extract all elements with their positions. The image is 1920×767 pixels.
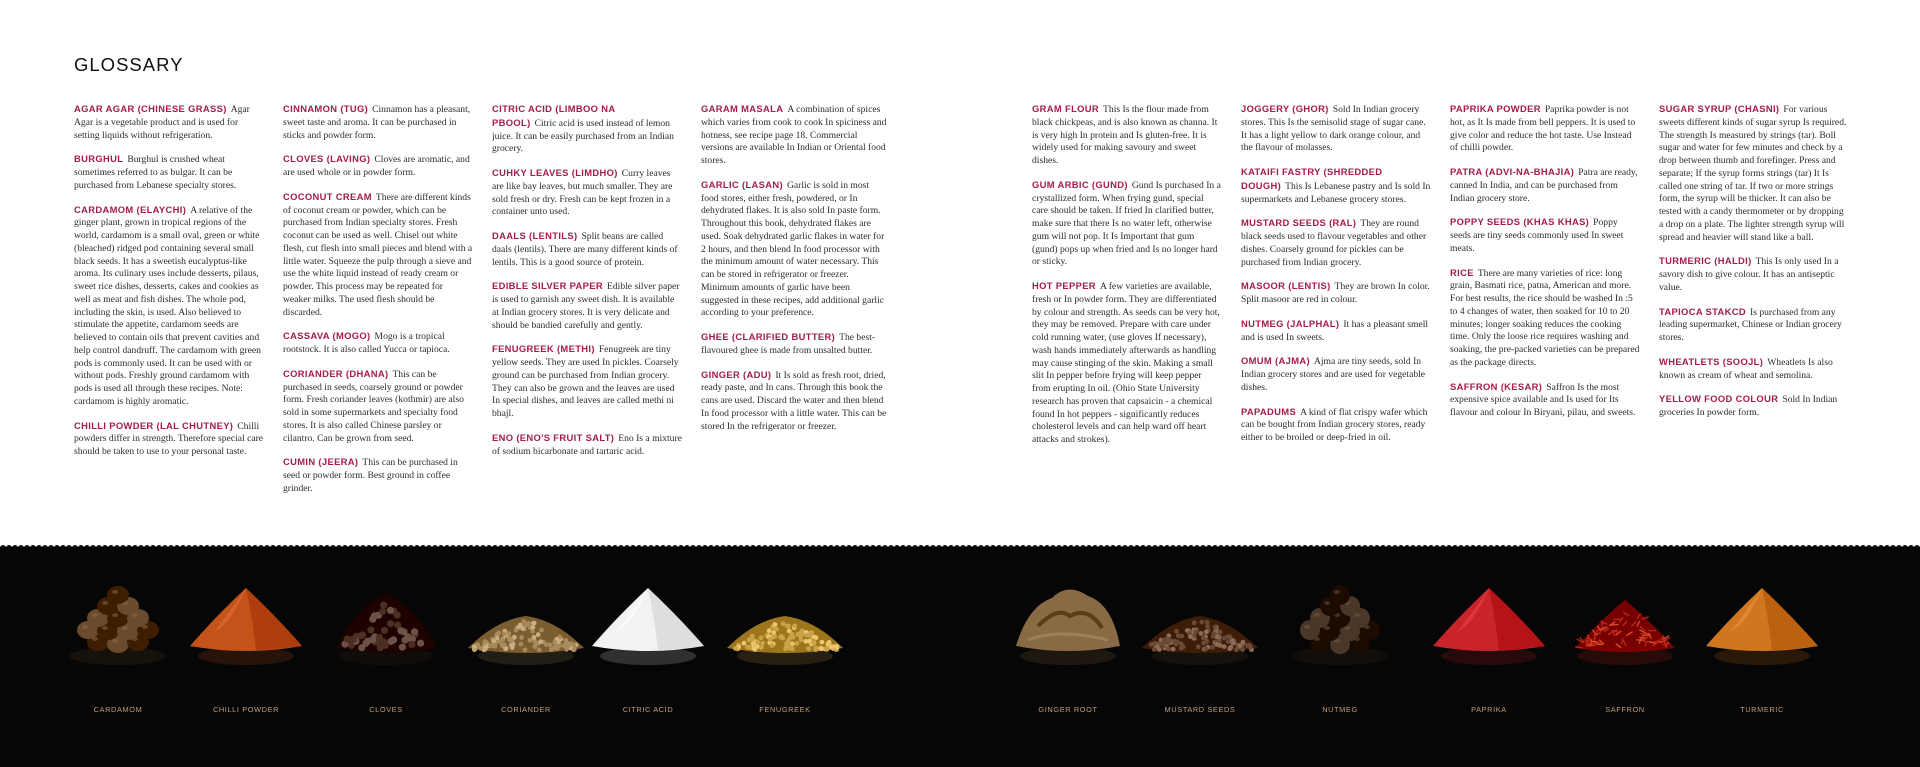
glossary-entry [492, 230, 682, 269]
glossary-definition: Gund Is purchased In a crystallized form. When frying gund, special care should be taken. If fried In clarified butter, make sure that there Is no water left, otherwise gum will not pop. It Is Important that gum (gund) pops up when fried and Is no longer hard or sticky. [1032, 179, 1221, 268]
spice-label: CLOVES [369, 705, 403, 714]
glossary-definition: This Is the flour made from black chickpeas, and is also known as channa. It is very high In protein and Is gluten-free. It is widely used for making savoury and sweet dishes. [1032, 104, 1218, 166]
glossary-definition: Patra are ready, canned In India, and can be purchased from Indian grocery store. [1450, 167, 1638, 204]
spice-item [171, 551, 321, 767]
glossary-definition: Split beans are called daals (lentils). There are many different kinds of lentils. This is a good source of protein. [492, 231, 678, 268]
spice-item [573, 551, 723, 767]
glossary-term: BURGHUL [74, 153, 124, 165]
glossary-term: PAPRIKA POWDER [1450, 103, 1541, 114]
spice-label: FENUGREEK [759, 705, 811, 714]
glossary-entry [1659, 393, 1847, 420]
glossary-term: CASSAVA (MOGO) [283, 330, 371, 342]
glossary-entry [283, 456, 473, 495]
spice-item [311, 551, 461, 767]
glossary-term: GHEE (CLARIFIED BUTTER) [701, 331, 836, 342]
glossary-definition: They are round black seeds used to flavour vegetables and other dishes. Coarsely ground for pickles can be purchased from Indian grocery. [1241, 218, 1427, 268]
glossary-term: EDIBLE SILVER PAPER [492, 280, 604, 292]
spice-label: CORIANDER [501, 705, 551, 714]
glossary-term: SUGAR SYRUP (CHASNI) [1659, 103, 1780, 114]
glossary-entry [1450, 216, 1640, 255]
glossary-term: OMUM (AJMA) [1241, 355, 1310, 367]
glossary-definition: Curry leaves are like bay leaves, but much smaller. They are sold fresh or dry. Fresh can be kept frozen in a container unto used. [492, 168, 673, 218]
spice-label: TURMERIC [1740, 705, 1784, 714]
glossary-definition: Burghul is crushed wheat sometimes referred to as bulgar. It can be purchased from Lebanese specialty stores. [74, 154, 237, 191]
glossary-definition: Sold In Indian grocery stores. This Is the semisolid stage of sugar cane. It has a light yellow to dark orange colour, and the flavour of molasses. [1241, 104, 1426, 154]
glossary-definition: Cloves are aromatic, and are used whole or in powder form. [283, 154, 470, 178]
glossary-definition: Sold In Indian groceries In powder form. [1659, 394, 1838, 418]
spice-label: SAFFRON [1605, 705, 1645, 714]
glossary-definition: This can be purchased in seeds, coarsely ground or powder form. Fresh coriander leaves (kothmir) are also sold in some supermarkets and specialty food stores. It is also called Chinese parsley or cilantro. Can be grown from seed. [283, 368, 464, 444]
glossary-definition: Cinnamon has a pleasant, sweet taste and aroma. It can be purchased in sticks and powder form. [283, 104, 471, 141]
glossary-term: CITRIC ACID (LIMBOO NA PBOOL) [492, 103, 616, 128]
glossary-term: GRAM FLOUR [1032, 103, 1100, 114]
glossary-definition: Ajma are tiny seeds, sold In Indian grocery stores and are used for vegetable dishes. [1241, 356, 1426, 393]
page-title: GLOSSARY [74, 54, 184, 75]
spice-label: MUSTARD SEEDS [1164, 705, 1236, 714]
glossary-term: FENUGREEK (METHI) [492, 343, 595, 355]
spice-image [1280, 576, 1400, 671]
spice-image [326, 576, 446, 671]
spice-band [0, 551, 1920, 767]
glossary-entry [1450, 166, 1640, 205]
glossary-column [1659, 103, 1847, 431]
glossary-entry [74, 420, 264, 459]
glossary-entry [1241, 217, 1431, 269]
glossary-term: TAPIOCA STAKCD [1659, 305, 1747, 317]
spice-image [1565, 576, 1685, 671]
spice-item [1687, 551, 1837, 767]
glossary-entry [1659, 255, 1847, 294]
glossary-definition: Agar Agar is a vegetable product and is used for setting liquids without refrigeration. [74, 104, 250, 141]
glossary-definition: They are brown In color. Split masoor are red in colour. [1241, 281, 1430, 305]
glossary-entry [492, 280, 682, 332]
glossary-definition: It has a pleasant smell and is used In sweets. [1241, 318, 1429, 343]
glossary-definition: Garlic is sold in most food stores, either fresh, powdered, or In dehydrated flakes. It is also sold In paste form. Throughout this book, dehydrated flakes are used. Soak dehydrated garlic flakes in water for 2 hours, and then blend In food processor with the minimum amount of water necessary. This can be stored in refrigerator or freezer. Minimum amounts of garlic have been suggested in these recipes, add additional garlic according to your preference. [701, 179, 885, 319]
glossary-column [701, 103, 889, 444]
glossary-entry [1241, 280, 1431, 307]
glossary-term: HOT PEPPER [1032, 280, 1096, 291]
glossary-entry [701, 331, 889, 358]
glossary-entry [1659, 356, 1847, 383]
glossary-entry [283, 330, 473, 357]
glossary-term: COCONUT CREAM [283, 190, 372, 202]
glossary-term: CHILLI POWDER (LAL CHUTNEY) [74, 419, 234, 431]
glossary-column [283, 103, 473, 507]
glossary-definition: Citric acid is used instead of lemon juice. It can be easily purchased from an Indian grocery. [492, 117, 674, 155]
glossary-entry [701, 103, 889, 168]
glossary-definition: A relative of the ginger plant, grown in tropical regions of the world, cardamom is a small oval, green or white (bleached) ridged pod containing several small black seeds. It has a sweetish eucalyptus-like aroma. Its culinary uses include desserts, pilaus, sweet rice dishes, desserts, cakes and cookies as well as meat and fish dishes. The whole pod, including the skin, is used. Also believed to stimulate the appetite, cardamom seeds are believed to contain oils that prevent cavities and help control dandruff. The cardamom with green pods is commonly used. It can be used with or without pods. Freshly ground cardamom with pods is used all through these recipes. Note: cardamom is highly aromatic. [74, 204, 261, 407]
spice-image [58, 576, 178, 671]
glossary-definition: Chilli powders differ in strength. Therefore special care should be taken to use to your personal taste. [74, 420, 264, 457]
glossary-term: PAPADUMS [1241, 405, 1297, 417]
glossary-definition: Saffron Is the most expensive spice available and Is used for Its flavour and colour In Biryani, pilau, and sweets. [1450, 381, 1636, 418]
glossary-column [1032, 103, 1222, 458]
glossary-entry [283, 368, 473, 446]
glossary-term: TURMERIC (HALDI) [1659, 255, 1752, 267]
spice-label: CITRIC ACID [622, 705, 674, 714]
glossary-term: GINGER (ADU) [701, 368, 772, 380]
glossary-definition: Wheatlets Is also known as cream of wheat and semolina. [1659, 356, 1833, 381]
glossary-term: CLOVES (LAVING) [283, 153, 371, 165]
spice-item [1125, 551, 1275, 767]
glossary-definition: Eno Is a mixture of sodium bicarbonate and tartaric acid. [492, 432, 682, 457]
glossary-entry [74, 103, 264, 142]
glossary-definition: Mogo is a tropical rootstock. It is also called Yucca or tapioca. [283, 331, 450, 355]
spice-image [725, 576, 845, 671]
glossary-entry [1241, 355, 1431, 394]
spice-item [710, 551, 860, 767]
glossary-definition: This can be purchased in seed or powder form. Best ground in coffee grinder. [283, 457, 458, 494]
glossary-definition: A combination of spices which varies from cook to cook In spiciness and hotness, see recipe page 18. Commercial versions are available In Indian or Oriental food stores. [701, 104, 887, 166]
glossary-term: RICE [1450, 266, 1474, 278]
spice-item [1265, 551, 1415, 767]
wavy-divider [0, 538, 1920, 552]
glossary-definition: Edible silver paper is used to garnish any sweet dish. It is available at Indian grocery stores. It is very delicate and should be bandied carefully and gently. [492, 281, 680, 331]
glossary-entry [283, 103, 473, 142]
glossary-term: SAFFRON (KESAR) [1450, 380, 1543, 392]
glossary-column [74, 103, 264, 511]
glossary-term: CARDAMOM (ELAYCHI) [74, 203, 187, 215]
glossary-definition: A few varieties are available, fresh or In powder form. They are differentiated by colour and strength. As seeds can be very hot, they may be removed. Prepare with care under cold running water, (use gloves If necessary), wash hands immediately afterwards as handling may cause stinging of the skin. Making a small slit In pepper before frying will keep pepper from erupting In oil. (Ohio State University research has proven that capsaicin - a chemical found In hot peppers - significantly reduces cholesterol levels and can help ward off heart attacks and strokes). [1032, 281, 1220, 445]
glossary-definition: There are different kinds of coconut cream or powder, which can be purchased from Indian specialty stores. Fresh coconut can be used as well. Chisel out white flesh, cut flesh into small pieces and blend with a little water. Squeeze the pulp through a sieve and use the white liquid instead of ready cream or powder. This process may be repeated for weaker milks. The used flesh should be discarded. [283, 191, 473, 318]
glossary-entry [1450, 103, 1640, 155]
glossary-entry [1659, 103, 1847, 244]
spice-label: NUTMEG [1322, 705, 1358, 714]
glossary-definition: There are many varieties of rice: long grain, Basmati rice, patna, American and more. For best results, the rice should be washed In :5 to 4 changes of water, then soaked for 10 to 20 minutes; longer soaking reduces the cooking time. Only the loose rice requires washing and soaking, the pre-packed varieties can be prepared as the package directs. [1450, 267, 1640, 368]
glossary-term: NUTMEG (JALPHAL) [1241, 317, 1340, 329]
glossary-term: WHEATLETS (SOOJL) [1659, 355, 1764, 367]
glossary-definition: For various sweets different kinds of sugar syrup Is required. The strength Is measured by strings (tar). Boll sugar and water for few minutes and check by a drop between thumb and forefinger. Press and separate; If the syrup forms strings (tar) It Is called one string of tar. If two or more strings form, the syrup will be thicker. It can also be tested with a candy thermometer or by dropping a drop on a plate. The lighter strength syrup will spread and heavier will stand like a ball. [1659, 104, 1847, 243]
glossary-entry [1450, 381, 1640, 420]
glossary-entry [1241, 166, 1431, 206]
glossary-definition: Fenugreek are tiny yellow seeds. They are used In pickles. Coarsely ground can be purchased from Indian grocery. They can also be grown and the leaves are used In special dishes, and leaves are called methi ni bhajl. [492, 344, 679, 419]
glossary-column [1450, 103, 1640, 431]
glossary-entry [1032, 103, 1222, 168]
spice-image [1702, 576, 1822, 671]
spice-image [1429, 576, 1549, 671]
spice-label: GINGER ROOT [1038, 705, 1098, 714]
glossary-entry [283, 191, 473, 320]
glossary-term: GUM ARBIC (GUND) [1032, 178, 1128, 190]
glossary-entry [1032, 179, 1222, 269]
glossary-term: DAALS (LENTILS) [492, 230, 578, 241]
glossary-entry [1032, 280, 1222, 447]
spice-label: CARDAMOM [93, 705, 143, 714]
glossary-definition: A kind of flat crispy wafer which can be bought from Indian grocery stores, ready either to be broiled or deep-fried in oil. [1241, 406, 1428, 443]
spice-label: PAPRIKA [1471, 705, 1507, 714]
glossary-definition: Is purchased from any leading supermarket, Chinese or Indian grocery stores. [1659, 306, 1842, 343]
glossary-term: CUMIN (JEERA) [283, 456, 359, 468]
glossary-term: KATAIFI FASTRY (SHREDDED DOUGH) [1241, 166, 1383, 191]
glossary-entry [74, 204, 264, 409]
glossary-term: YELLOW FOOD COLOUR [1659, 393, 1779, 405]
glossary-entry [74, 153, 264, 192]
glossary-entry [492, 167, 682, 219]
spice-item [1414, 551, 1564, 767]
glossary-term: MASOOR (LENTIS) [1241, 280, 1331, 292]
glossary-column [1241, 103, 1431, 456]
glossary-entry [701, 369, 889, 434]
glossary-term: POPPY SEEDS (KHAS KHAS) [1450, 216, 1590, 228]
glossary-definition: The best-flavoured ghee is made from unsalted butter. [701, 332, 876, 356]
glossary-term: GARLIC (LASAN) [701, 178, 783, 190]
glossary-term: CORIANDER (DHANA) [283, 367, 389, 379]
glossary-definition: Poppy seeds are tiny seeds commonly used In sweet meats. [1450, 217, 1624, 254]
spice-image [588, 576, 708, 671]
glossary-entry [1241, 318, 1431, 345]
spice-label: CHILLI POWDER [212, 705, 280, 714]
spice-image [186, 576, 306, 671]
glossary-entry [1659, 306, 1847, 345]
glossary-entry [701, 179, 889, 320]
glossary-entry [1450, 267, 1640, 370]
glossary-column [492, 103, 682, 469]
glossary-entry [1241, 103, 1431, 155]
spice-item [993, 551, 1143, 767]
glossary-term: JOGGERY (GHOR) [1241, 103, 1329, 114]
glossary-term: MUSTARD SEEDS (RAL) [1241, 217, 1357, 229]
glossary-entry [492, 432, 682, 459]
glossary-term: PATRA (ADVI-NA-BHAJIA) [1450, 166, 1575, 177]
glossary-term: GARAM MASALA [701, 103, 784, 114]
glossary-entry [492, 343, 682, 421]
spice-image [466, 576, 586, 671]
spice-image [1140, 576, 1260, 671]
glossary-term: ENO (ENO'S FRUIT SALT) [492, 431, 615, 443]
glossary-definition: It Is sold as fresh root, dried, ready paste, and In cans. Through this book the cans are used. Discard the water and then blend In food processor with a little water. This can be stored In the refrigerator or freezer. [701, 369, 887, 432]
glossary-entry [492, 103, 682, 156]
spice-image [1008, 576, 1128, 671]
glossary-definition: Paprika powder is not hot, as It Is made from bell peppers. It is used to give color and reduce the hot taste. Use Instead of chilli powder. [1450, 104, 1636, 154]
glossary-term: CINNAMON (TUG) [283, 103, 369, 114]
glossary-entry [1241, 406, 1431, 445]
glossary-term: CUHKY LEAVES (LIMDHO) [492, 167, 618, 178]
glossary-definition: This Is only used In a savory dish to give colour. It has an antiseptic value. [1659, 256, 1839, 293]
glossary-definition: This Is Lebanese pastry and Is sold In supermarkets and Lebanese grocery stores. [1241, 180, 1431, 205]
spice-item [1550, 551, 1700, 767]
glossary-term: AGAR AGAR (CHINESE GRASS) [74, 103, 227, 114]
glossary-entry [283, 153, 473, 180]
